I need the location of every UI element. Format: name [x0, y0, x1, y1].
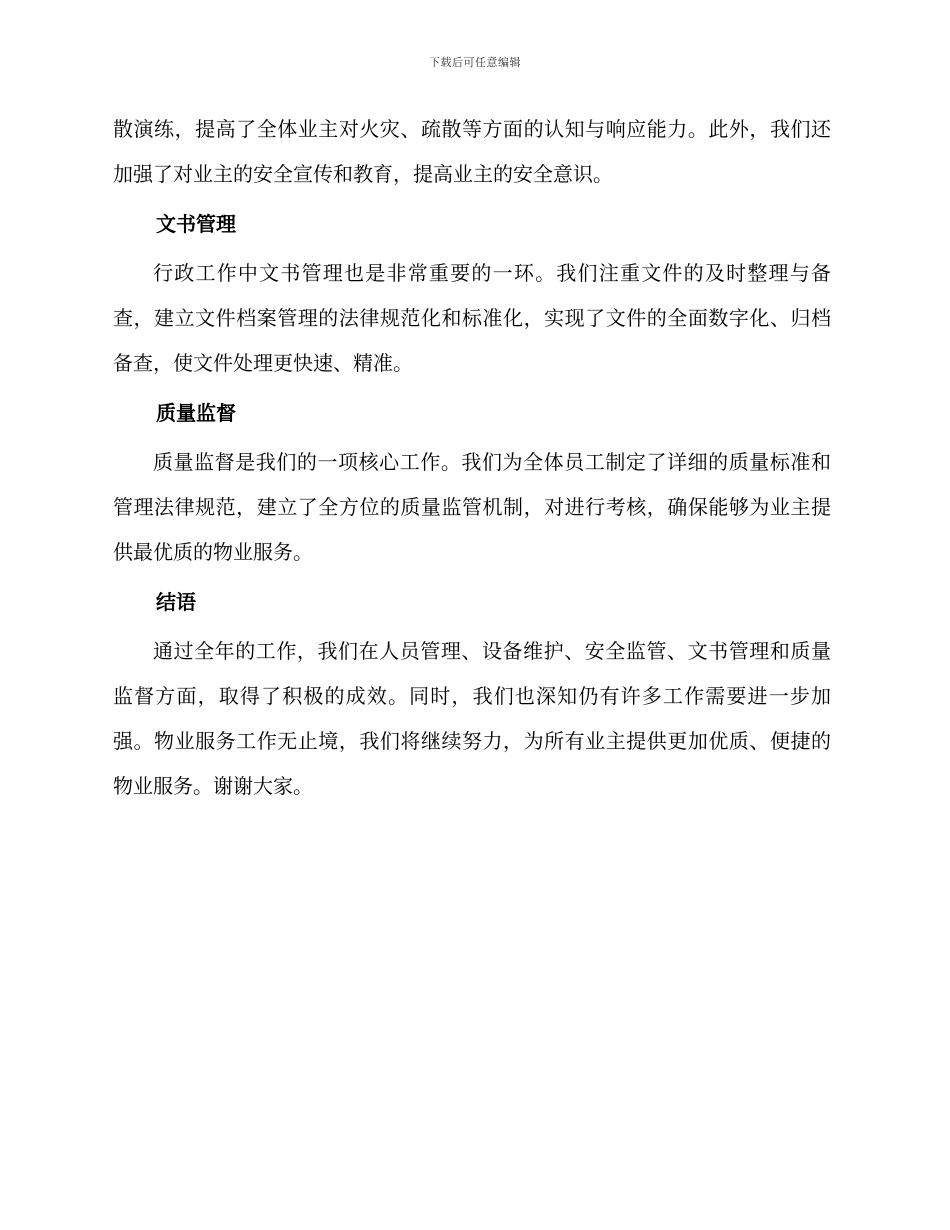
intro-paragraph: 散演练，提高了全体业主对火灾、疏散等方面的认知与响应能力。此外，我们还加强了对业主的安全宣传和教育，提高业主的安全意识。 — [113, 117, 831, 186]
page-header-note: 下载后可任意编辑 — [429, 56, 521, 69]
document-body — [113, 107, 831, 809]
section-body-quality-supervision: 质量监督是我们的一项核心工作。我们为全体员工制定了详细的质量标准和管理法律规范，建立了全方位的质量监管机制，对进行考核，确保能够为业主提供最优质的物业服务。 — [113, 450, 831, 564]
section-title-document-management: 文书管理 — [156, 212, 236, 236]
section-title-conclusion: 结语 — [156, 590, 196, 614]
section-title-quality-supervision: 质量监督 — [156, 401, 236, 425]
section-body-conclusion: 通过全年的工作，我们在人员管理、设备维护、安全监管、文书管理和质量监督方面，取得了积极的成效。同时，我们也深知仍有许多工作需要进一步加强。物业服务工作无止境，我们将继续努力，为所有业主提供更加优质、便捷的物业服务。谢谢大家。 — [113, 639, 831, 798]
section-body-document-management: 行政工作中文书管理也是非常重要的一环。我们注重文件的及时整理与备查，建立文件档案管理的法律规范化和标准化，实现了文件的全面数字化、归档备查，使文件处理更快速、精准。 — [113, 261, 831, 375]
